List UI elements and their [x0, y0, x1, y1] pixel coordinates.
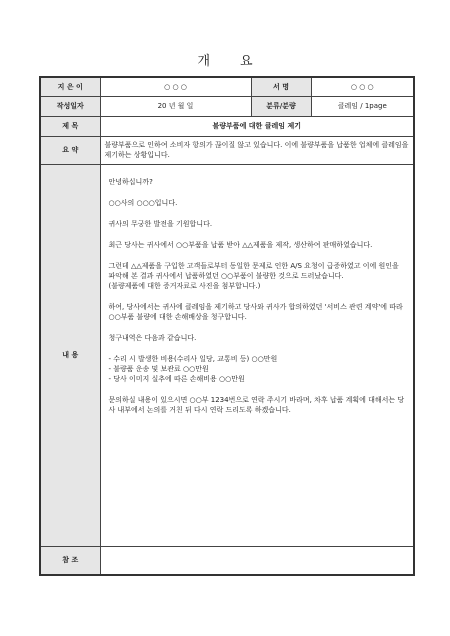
reference-value [100, 546, 414, 575]
author-row [40, 77, 414, 96]
content-intro: ○○사의 ○○○입니다. [108, 198, 178, 207]
date-row [40, 96, 414, 116]
content-paragraph-1: 최근 당사는 귀사에서 ○○부품을 납품 받아 △△제품을 제작, 생산하여 판매하였습니다. [108, 240, 373, 249]
content-paragraph-3: 하여, 당사에서는 귀사에 클레임을 제기하고 당사와 귀사가 합의하였던 '서비스 관련 계약'에 따라 ○○부품 불량에 대한 손해배상을 청구합니다. [108, 302, 403, 321]
claim-list [109, 354, 408, 384]
content-label: 내 용 [40, 164, 100, 546]
document-title [0, 50, 450, 69]
form-table [39, 76, 415, 576]
reference-row [40, 546, 414, 575]
content-greeting: 안녕하십니까? [108, 177, 153, 186]
category-label: 분류/분량 [251, 96, 311, 116]
content-paragraph-2-note: (불량제품에 대한 증거자료로 사진을 첨부합니다.) [108, 281, 261, 290]
claim-item: - 불량품 운송 및 보관료 ○○만원 [108, 364, 209, 373]
content-paragraph-2: 그런데 △△제품을 구입한 고객들로부터 동일한 문제로 인한 A/S 요청이 급증하였고 이에 원인을 파악해 본 결과 귀사에서 납품하였던 ○○부품이 불량한 것으로 드러났습니다. [108, 261, 399, 280]
content-body [100, 164, 414, 546]
date-label: 작성일자 [40, 96, 100, 116]
claim-item: - 수리 시 발생한 비용(수리사 일당, 교통비 등) ○○만원 [108, 354, 278, 363]
author-label: 지 은 이 [40, 77, 100, 96]
content-claim-intro: 청구내역은 다음과 같습니다. [108, 333, 197, 342]
document-title-left: 개 [197, 54, 210, 69]
claim-item: - 당사 이미지 실추에 따른 손해비용 ○○만원 [108, 374, 245, 383]
subject-row [40, 116, 414, 136]
subject-value: 불량부품에 대한 클레임 제기 [100, 116, 414, 136]
signature-value: ○ ○ ○ [311, 77, 414, 96]
subject-label: 제 목 [40, 116, 100, 136]
reference-label: 참 조 [40, 546, 100, 575]
category-value: 클레임 / 1page [311, 96, 414, 116]
content-wish: 귀사의 무궁한 발전을 기원합니다. [108, 219, 213, 228]
summary-row [40, 136, 414, 164]
summary-label: 요 약 [40, 136, 100, 164]
content-closing: 문의하실 내용이 있으시면 ○○부 1234번으로 연락 주시기 바라며, 차후 납품 계획에 대해서는 당사 내부에서 논의를 거친 뒤 다시 연락 드리도록 하겠습니다. [108, 395, 405, 414]
author-value: ○ ○ ○ [100, 77, 251, 96]
summary-value: 불량부품으로 인하여 소비자 항의가 끊이질 않고 있습니다. 이에 불량부품을 납품한 업체에 클레임을 제기하는 상황입니다. [100, 136, 414, 164]
content-row [40, 164, 414, 546]
date-value: 20 년 월 일 [100, 96, 251, 116]
signature-label: 서 명 [251, 77, 311, 96]
document-title-right: 요 [240, 54, 253, 69]
